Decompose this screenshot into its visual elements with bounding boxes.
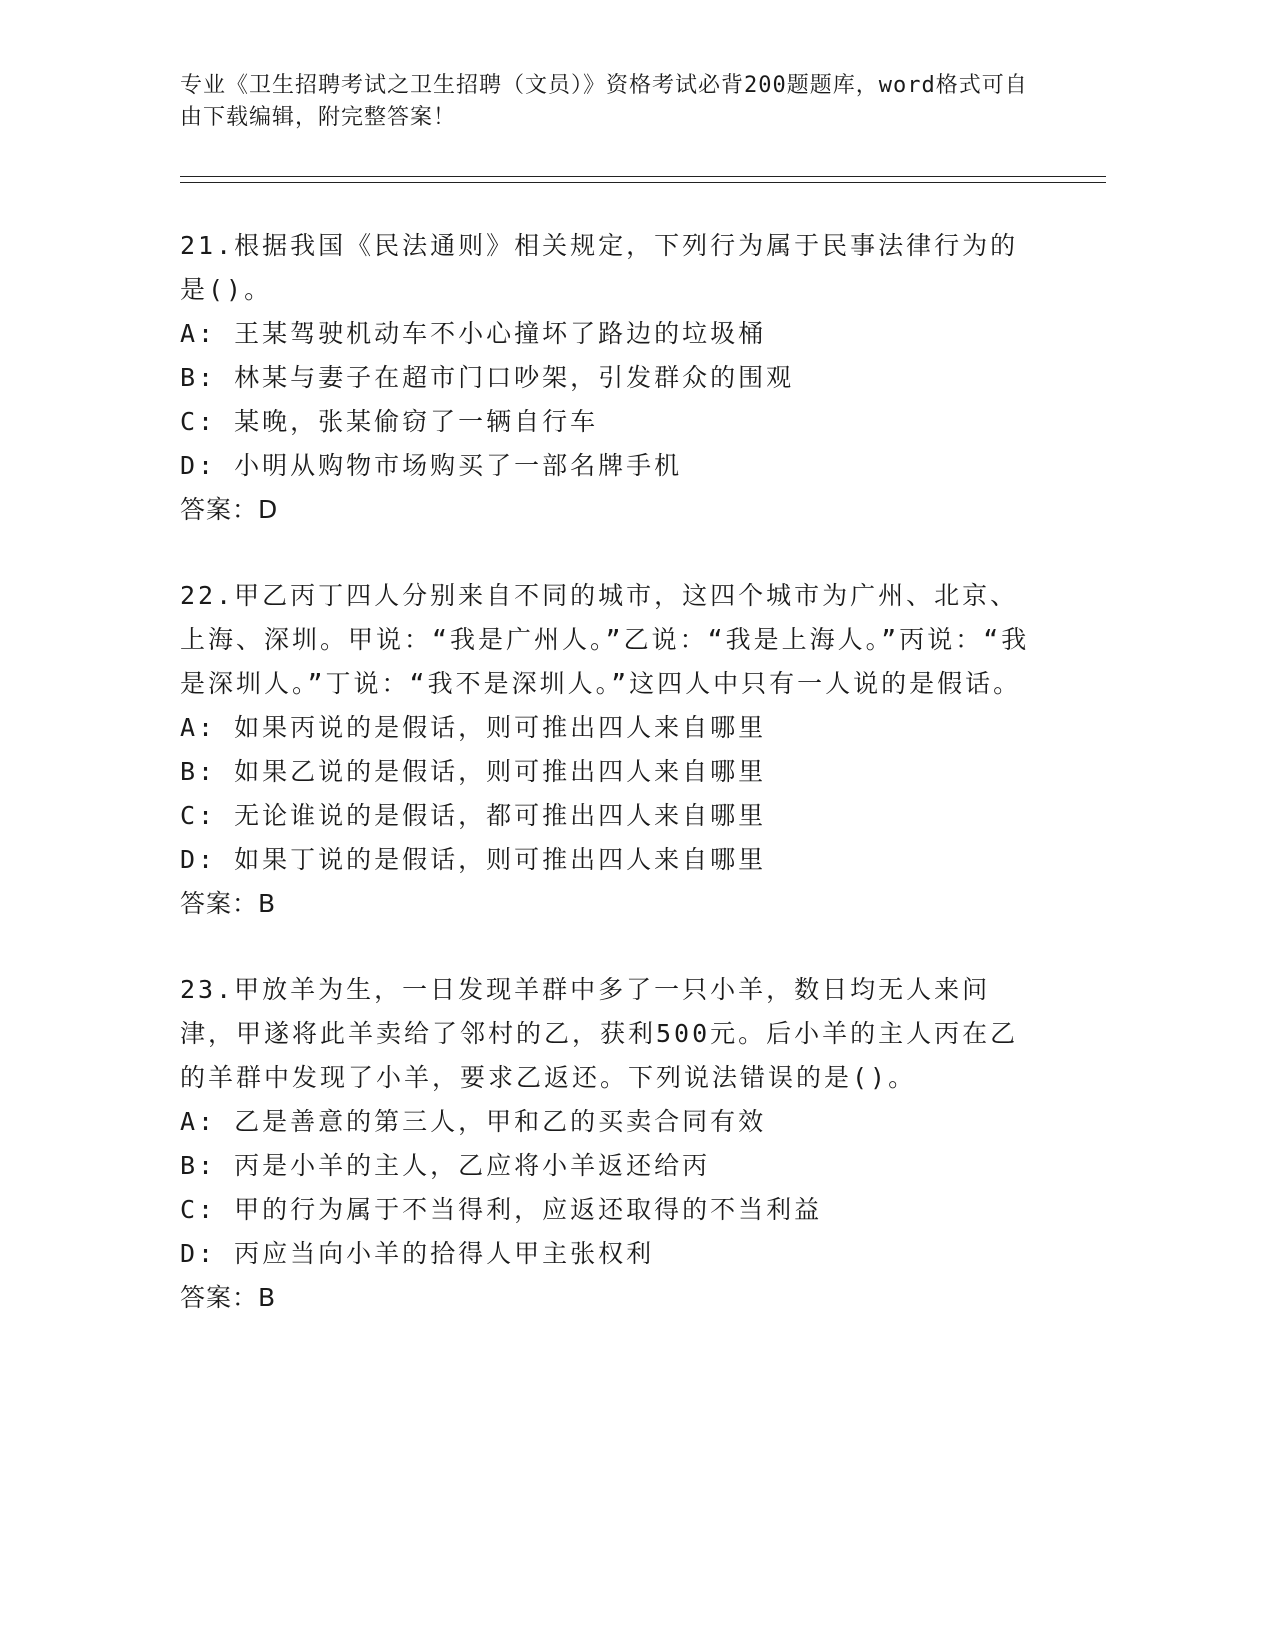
header-title: 专业《卫生招聘考试之卫生招聘（文员）》资格考试必背200题题库，word格式可自由下载编辑，附完整答案！ bbox=[180, 73, 1028, 130]
option-d: D: 小明从购物市场购买了一部名牌手机 bbox=[180, 451, 683, 480]
option-b: B: 林某与妻子在超市门口吵架，引发群众的围观 bbox=[180, 363, 795, 392]
option-c: C: 某晚，张某偷窃了一辆自行车 bbox=[180, 407, 599, 436]
option-d: D: 如果丁说的是假话，则可推出四人来自哪里 bbox=[180, 845, 767, 874]
option-c: C: 无论谁说的是假话，都可推出四人来自哪里 bbox=[180, 801, 767, 830]
document-header bbox=[180, 70, 1040, 134]
question-21 bbox=[180, 224, 1040, 532]
question-text: 22.甲乙丙丁四人分别来自不同的城市，这四个城市为广州、北京、上海、深圳。甲说：“我是广州人。”乙说：“我是上海人。”丙说：“我是深圳人。”丁说：“我不是深圳人。”这四人中只有一人说的是假话。 bbox=[180, 581, 1030, 698]
answer: 答案：B bbox=[180, 889, 277, 918]
question-text: 23.甲放羊为生，一日发现羊群中多了一只小羊，数日均无人来问津，甲遂将此羊卖给了邻村的乙，获利500元。后小羊的主人丙在乙的羊群中发现了小羊，要求乙返还。下列说法错误的是()。 bbox=[180, 975, 1019, 1092]
option-b: B: 丙是小羊的主人，乙应将小羊返还给丙 bbox=[180, 1151, 711, 1180]
option-a: A: 乙是善意的第三人，甲和乙的买卖合同有效 bbox=[180, 1107, 767, 1136]
option-d: D: 丙应当向小羊的拾得人甲主张权利 bbox=[180, 1239, 655, 1268]
question-list bbox=[180, 224, 1040, 1362]
option-c: C: 甲的行为属于不当得利，应返还取得的不当利益 bbox=[180, 1195, 823, 1224]
option-b: B: 如果乙说的是假话，则可推出四人来自哪里 bbox=[180, 757, 767, 786]
question-23 bbox=[180, 968, 1040, 1320]
option-a: A: 如果丙说的是假话，则可推出四人来自哪里 bbox=[180, 713, 767, 742]
answer: 答案：B bbox=[180, 1283, 277, 1312]
question-22 bbox=[180, 574, 1040, 926]
option-a: A: 王某驾驶机动车不小心撞坏了路边的垃圾桶 bbox=[180, 319, 767, 348]
header-divider bbox=[180, 176, 1106, 183]
answer: 答案：D bbox=[180, 495, 279, 524]
question-text: 21.根据我国《民法通则》相关规定，下列行为属于民事法律行为的是()。 bbox=[180, 231, 1019, 304]
